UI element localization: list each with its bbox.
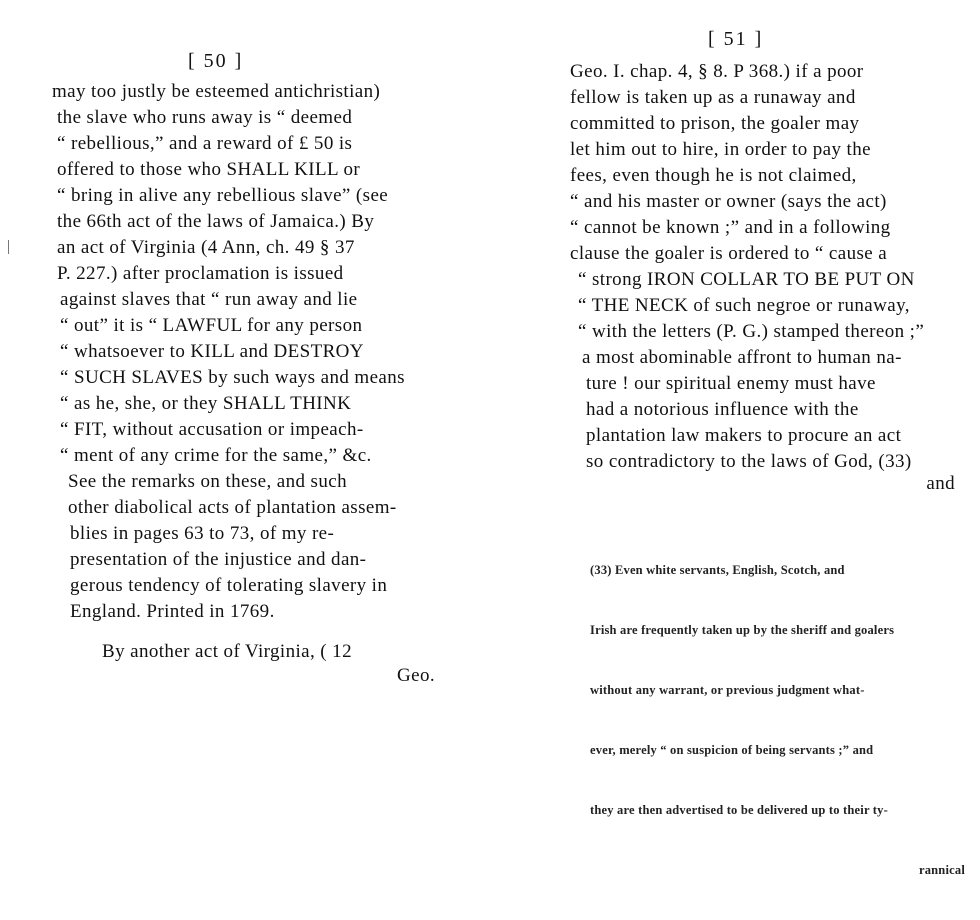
right-line-3: committed to prison, the goaler may xyxy=(570,113,860,134)
left-line-12: “ SUCH SLAVES by such ways and means xyxy=(60,367,405,388)
left-line-8: P. 227.) after proclamation is issued xyxy=(57,263,344,284)
right-page-number: [ 51 ] xyxy=(708,28,764,50)
footnote-line-3: without any warrant, or previous judgment what- xyxy=(590,683,865,697)
left-line-13: “ as he, she, or they SHALL THINK xyxy=(60,393,352,414)
right-line-13: ture ! our spiritual enemy must have xyxy=(586,373,876,394)
left-line-17: other diabolical acts of plantation assem- xyxy=(68,497,397,518)
left-line-16: See the remarks on these, and such xyxy=(68,471,347,492)
footnote-line-2: Irish are frequently taken up by the sheriff and goalers xyxy=(590,623,895,637)
right-line-8: clause the goaler is ordered to “ cause a xyxy=(570,243,888,264)
left-line-14: “ FIT, without accusation or impeach- xyxy=(60,419,364,440)
right-line-7: “ cannot be known ;” and in a following xyxy=(570,217,891,238)
left-line-18: blies in pages 63 to 73, of my re- xyxy=(70,523,335,544)
right-line-5: fees, even though he is not claimed, xyxy=(570,165,857,186)
right-line-17: and xyxy=(926,473,955,494)
left-line-15: “ ment of any crime for the same,” &c. xyxy=(60,445,372,466)
left-line-7: an act of Virginia (4 Ann, ch. 49 § 37 xyxy=(57,237,355,258)
left-line-19: presentation of the injustice and dan- xyxy=(70,549,367,570)
right-line-6: “ and his master or owner (says the act) xyxy=(570,191,887,212)
right-line-12: a most abominable affront to human na- xyxy=(582,347,902,368)
footnote-line-6: rannical xyxy=(918,863,965,877)
left-line-2: the slave who runs away is “ deemed xyxy=(57,107,353,128)
right-line-9: “ strong IRON COLLAR TO BE PUT ON xyxy=(578,269,915,290)
left-line-11: “ whatsoever to KILL and DESTROY xyxy=(60,341,364,362)
left-line-5: “ bring in alive any rebellious slave” (see xyxy=(57,185,389,206)
margin-mark xyxy=(8,240,9,254)
left-line-9: against slaves that “ run away and lie xyxy=(60,289,358,310)
left-line-23: Geo. xyxy=(396,665,435,686)
footnote xyxy=(590,520,965,920)
right-line-15: plantation law makers to procure an act xyxy=(586,425,902,446)
left-line-6: the 66th act of the laws of Jamaica.) By xyxy=(57,211,375,232)
left-line-4: offered to those who SHALL KILL or xyxy=(57,159,361,180)
right-line-1: Geo. I. chap. 4, § 8. P 368.) if a poor xyxy=(570,61,864,82)
left-page xyxy=(0,0,490,752)
left-line-21: England. Printed in 1769. xyxy=(70,601,275,622)
right-page xyxy=(490,0,980,877)
left-line-22: By another act of Virginia, ( 12 xyxy=(102,641,352,662)
left-page-number: [ 50 ] xyxy=(188,50,244,72)
right-line-2: fellow is taken up as a runaway and xyxy=(570,87,856,108)
footnote-line-4: ever, merely “ on suspicion of being servants ;” and xyxy=(590,743,874,757)
right-line-10: “ THE NECK of such negroe or runaway, xyxy=(578,295,910,316)
left-line-20: gerous tendency of tolerating slavery in xyxy=(70,575,388,596)
right-line-16: so contradictory to the laws of God, (33) xyxy=(586,451,912,472)
footnote-line-1: (33) Even white servants, English, Scotch, and xyxy=(590,563,845,577)
left-line-10: “ out” it is “ LAWFUL for any person xyxy=(60,315,363,336)
right-line-14: had a notorious influence with the xyxy=(586,399,859,420)
footnote-line-5: they are then advertised to be delivered up to their ty- xyxy=(590,803,888,817)
right-line-4: let him out to hire, in order to pay the xyxy=(570,139,871,160)
left-line-1: may too justly be esteemed antichristian) xyxy=(52,81,381,102)
right-line-11: “ with the letters (P. G.) stamped thereon ;” xyxy=(578,321,925,342)
left-line-3: “ rebellious,” and a reward of £ 50 is xyxy=(57,133,353,154)
